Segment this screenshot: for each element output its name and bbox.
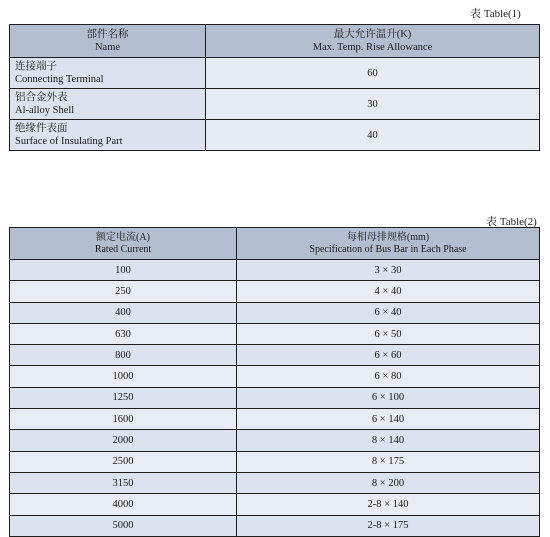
- rated-current-cell: 2500: [10, 451, 237, 472]
- bus-bar-spec-cell: 6 × 50: [237, 323, 540, 344]
- rated-current-cell: 1250: [10, 387, 237, 408]
- rated-current-cell: 3150: [10, 472, 237, 493]
- bus-bar-spec-cell: 2-8 × 175: [237, 515, 540, 536]
- table-row: [10, 515, 540, 536]
- bus-bar-spec-cell: 6 × 80: [237, 366, 540, 387]
- part-name-en: Surface of Insulating Part: [15, 136, 123, 147]
- header-name-zh: 部件名称: [86, 29, 129, 40]
- table-row: [10, 366, 540, 387]
- header-bus-bar-spec-en: Specification of Bus Bar in Each Phase: [309, 243, 467, 255]
- table-row: [10, 58, 540, 89]
- rated-current-cell: 4000: [10, 494, 237, 515]
- bus-bar-spec-cell: 3 × 30: [237, 260, 540, 281]
- header-bus-bar-spec-zh: 每相母排规格(mm): [346, 231, 430, 243]
- bus-bar-spec-cell: 6 × 140: [237, 409, 540, 430]
- table-row: [10, 323, 540, 344]
- header-rated-current: [10, 228, 237, 260]
- table1-caption: 表 Table(1): [470, 8, 521, 20]
- table-row: [10, 409, 540, 430]
- table2-caption: 表 Table(2): [486, 216, 537, 228]
- header-rated-current-en: Rated Current: [94, 243, 152, 255]
- header-max-temp: [206, 25, 540, 58]
- header-rated-current-zh: 额定电流(A): [96, 231, 150, 243]
- part-name: [10, 89, 206, 120]
- part-name-zh: 连接端子: [15, 61, 57, 72]
- rated-current-cell: 630: [10, 323, 237, 344]
- part-name-zh: 绝缘件表面: [15, 123, 68, 134]
- bus-bar-spec-cell: 8 × 140: [237, 430, 540, 451]
- table-row: [10, 89, 540, 120]
- header-bus-bar-spec: [237, 228, 540, 260]
- rated-current-cell: 250: [10, 281, 237, 302]
- table-row: [10, 494, 540, 515]
- header-max-temp-en: Max. Temp. Rise Allowance: [312, 42, 433, 53]
- table-row: [10, 472, 540, 493]
- bus-bar-spec-cell: 6 × 40: [237, 302, 540, 323]
- header-name: [10, 25, 206, 58]
- bus-bar-spec-cell: 2-8 × 140: [237, 494, 540, 515]
- bus-bar-spec-cell: 8 × 200: [237, 472, 540, 493]
- part-name: [10, 120, 206, 151]
- rated-current-cell: 800: [10, 345, 237, 366]
- rated-current-cell: 1600: [10, 409, 237, 430]
- table-row: [10, 302, 540, 323]
- table-row: [10, 451, 540, 472]
- table-header-row: [10, 228, 540, 260]
- rated-current-cell: 5000: [10, 515, 237, 536]
- header-name-en: Name: [94, 42, 121, 53]
- temp-value: 30: [206, 89, 540, 120]
- bus-bar-spec-cell: 6 × 100: [237, 387, 540, 408]
- temperature-rise-table: [9, 24, 540, 151]
- table-row: [10, 120, 540, 151]
- table-row: [10, 387, 540, 408]
- table-row: [10, 430, 540, 451]
- rated-current-cell: 2000: [10, 430, 237, 451]
- temp-value: 40: [206, 120, 540, 151]
- table-row: [10, 260, 540, 281]
- rated-current-cell: 400: [10, 302, 237, 323]
- part-name-zh: 铝合金外表: [15, 92, 68, 103]
- bus-bar-spec-cell: 8 × 175: [237, 451, 540, 472]
- table-row: [10, 281, 540, 302]
- part-name: [10, 58, 206, 89]
- rated-current-cell: 100: [10, 260, 237, 281]
- table-row: [10, 345, 540, 366]
- header-max-temp-zh: 最大允许温升(K): [333, 29, 412, 40]
- bus-bar-spec-cell: 6 × 60: [237, 345, 540, 366]
- part-name-en: Connecting Terminal: [15, 74, 104, 85]
- bus-bar-spec-table: [9, 227, 540, 537]
- part-name-en: Al-alloy Shell: [15, 105, 75, 116]
- table-header-row: [10, 25, 540, 58]
- rated-current-cell: 1000: [10, 366, 237, 387]
- temp-value: 60: [206, 58, 540, 89]
- bus-bar-spec-cell: 4 × 40: [237, 281, 540, 302]
